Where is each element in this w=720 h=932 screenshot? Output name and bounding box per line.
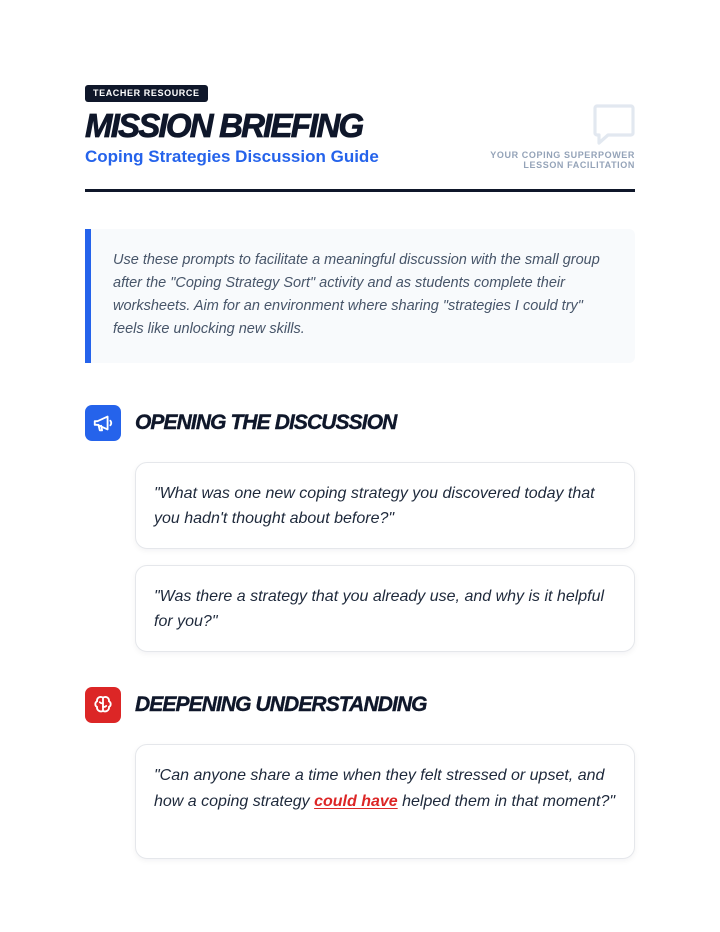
highlighted-phrase: could have (314, 793, 398, 810)
prompt-text-1: "What was one new coping strategy you discovered today that you hadn't thought about before?" (154, 485, 595, 527)
prompt-card-3 (135, 744, 635, 859)
section-opening (85, 405, 635, 441)
prompt-text-2: "Was there a strategy that you already use, and why is it helpful for you?" (154, 588, 605, 630)
tagline-line-2: LESSON FACILITATION (523, 160, 635, 170)
brain-icon (85, 687, 121, 723)
document-page (85, 0, 635, 932)
page-title: MISSION BRIEFING (85, 107, 363, 144)
prompt-text-3-after: helped them in that moment?" (397, 793, 616, 810)
megaphone-icon (85, 405, 121, 441)
chat-bubble-icon (593, 103, 635, 145)
section-title-deepening: DEEPENING UNDERSTANDING (135, 693, 427, 716)
header-divider (85, 189, 635, 192)
prompt-text-3-before: "Can anyone share a time when they felt stressed or upset, and how a coping strategy (154, 767, 605, 810)
teacher-resource-badge: TEACHER RESOURCE (85, 85, 208, 102)
prompt-card-1 (135, 462, 635, 549)
page-subtitle: Coping Strategies Discussion Guide (85, 147, 379, 166)
prompt-card-2 (135, 565, 635, 652)
prompt-text-3 (154, 763, 616, 815)
tagline-line-1: YOUR COPING SUPERPOWER (490, 150, 635, 160)
tagline (490, 150, 635, 170)
intro-text: Use these prompts to facilitate a meaningful discussion with the small group after the "Coping Strategy Sort" activity and as students complete their worksheets. Aim for an environment where sharing "strategies I could try" feels like unlocking new skills. (113, 252, 600, 337)
intro-callout (85, 229, 635, 363)
section-deepening (85, 687, 635, 723)
section-title-opening: OPENING THE DISCUSSION (135, 411, 397, 434)
